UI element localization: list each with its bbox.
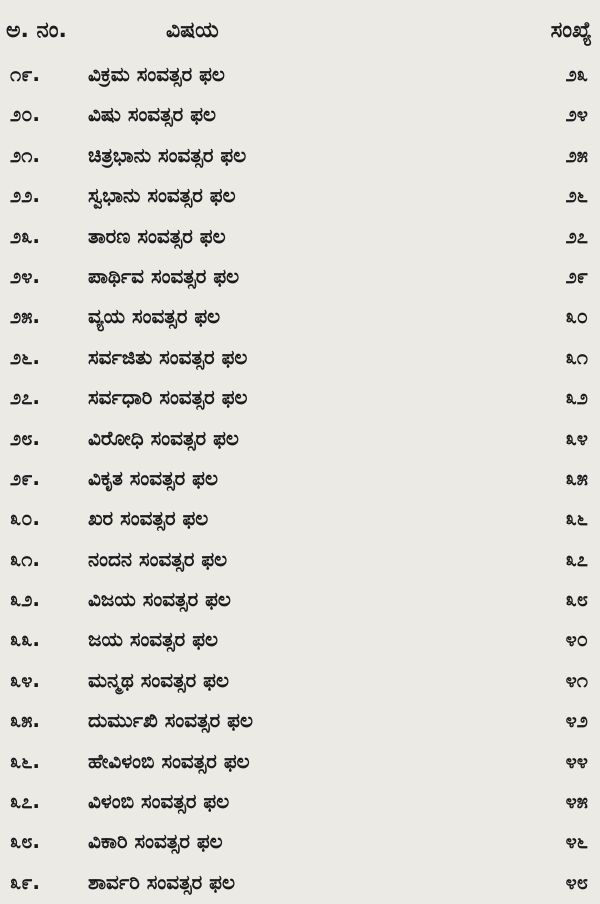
table-row <box>0 541 600 581</box>
table-row <box>0 218 600 258</box>
row-page-number: ೪೧ <box>565 667 588 692</box>
row-page-number: ೪೮ <box>565 869 588 894</box>
row-subject: ಹೇವಿಳಂಬಿ ಸಂವತ್ಸರ ಫಲ <box>88 748 250 773</box>
row-serial-number: ೩೩. <box>10 627 40 652</box>
row-serial-number: ೩೬. <box>10 748 40 773</box>
table-row <box>0 137 600 177</box>
row-page-number: ೩೭ <box>565 546 588 571</box>
row-page-number: ೩೬ <box>565 506 588 531</box>
table-row <box>0 702 600 742</box>
row-serial-number: ೨೫. <box>10 304 40 329</box>
row-subject: ಸರ್ವಧಾರಿ ಸಂವತ್ಸರ ಫಲ <box>88 385 248 410</box>
row-serial-number: ೨೩. <box>10 223 40 248</box>
row-page-number: ೩೮ <box>565 587 588 612</box>
row-page-number: ೪೫ <box>565 789 588 814</box>
table-row <box>0 500 600 540</box>
row-subject: ಚಿತ್ರಭಾನು ಸಂವತ್ಸರ ಫಲ <box>88 142 247 167</box>
row-serial-number: ೩೯. <box>10 869 40 894</box>
row-page-number: ೪೨ <box>565 708 588 733</box>
row-page-number: ೨೩ <box>565 62 588 86</box>
row-serial-number: ೨೦. <box>10 102 40 127</box>
row-page-number: ೨೭ <box>565 223 588 248</box>
row-page-number: ೪೦ <box>565 627 588 652</box>
table-row <box>0 743 600 783</box>
table-row <box>0 581 600 621</box>
row-serial-number: ೩೫. <box>10 708 40 733</box>
row-subject: ದುರ್ಮುಖಿ ಸಂವತ್ಸರ ಫಲ <box>88 708 253 733</box>
row-subject: ತಾರಣ ಸಂವತ್ಸರ ಫಲ <box>88 223 226 248</box>
table-row <box>0 823 600 863</box>
row-subject: ವಿಕಾರಿ ಸಂವತ್ಸರ ಫಲ <box>88 829 223 854</box>
row-serial-number: ೩೪. <box>10 667 40 692</box>
row-serial-number: ೨೭. <box>10 385 40 410</box>
row-subject: ಪಾರ್ಥಿವ ಸಂವತ್ಸರ ಫಲ <box>88 263 240 288</box>
row-serial-number: ೩೧. <box>10 546 40 571</box>
row-subject: ಶಾರ್ವರಿ ಸಂವತ್ಸರ ಫಲ <box>88 869 235 894</box>
row-subject: ಖರ ಸಂವತ್ಸರ ಫಲ <box>88 506 209 531</box>
row-page-number: ೩೪ <box>565 425 588 450</box>
row-subject: ವಿರೋಧಿ ಸಂವತ್ಸರ ಫಲ <box>88 425 239 450</box>
table-row <box>0 662 600 702</box>
row-page-number: ೨೫ <box>565 142 588 167</box>
table-row <box>0 783 600 823</box>
table-row <box>0 379 600 419</box>
row-serial-number: ೨೮. <box>10 425 40 450</box>
header-page-number: ಸಂಖ್ಯೆ <box>550 18 592 43</box>
row-page-number: ೨೪ <box>565 102 588 127</box>
header-subject: ವಿಷಯ <box>166 18 219 43</box>
header-serial-number: ಅ. ನಂ. <box>6 18 67 43</box>
row-page-number: ೩೨ <box>565 385 588 410</box>
row-subject: ವ್ಯಯ ಸಂವತ್ಸರ ಫಲ <box>88 304 221 329</box>
row-serial-number: ೨೯. <box>10 465 40 490</box>
row-subject: ಜಯ ಸಂವತ್ಸರ ಫಲ <box>88 627 218 652</box>
table-row <box>0 339 600 379</box>
row-page-number: ೩೫ <box>565 465 588 490</box>
row-page-number: ೨೬ <box>565 183 588 208</box>
table-row <box>0 258 600 298</box>
row-page-number: ೩೧ <box>565 344 588 369</box>
table-row <box>0 298 600 338</box>
table-row <box>0 56 600 96</box>
row-serial-number: ೩೮. <box>10 829 40 854</box>
row-serial-number: ೩೨. <box>10 587 40 612</box>
row-subject: ಮನ್ಮಥ ಸಂವತ್ಸರ ಫಲ <box>88 667 229 692</box>
row-serial-number: ೨೪. <box>10 263 40 288</box>
row-subject: ನಂದನ ಸಂವತ್ಸರ ಫಲ <box>88 546 228 571</box>
row-serial-number: ೨೬. <box>10 344 40 369</box>
table-row <box>0 460 600 500</box>
table-header <box>0 14 600 50</box>
row-subject: ವಿಷು ಸಂವತ್ಸರ ಫಲ <box>88 102 216 127</box>
table-row <box>0 621 600 661</box>
row-subject: ವಿಳಂಬಿ ಸಂವತ್ಸರ ಫಲ <box>88 789 230 814</box>
table-row <box>0 420 600 460</box>
row-page-number: ೪೬ <box>565 829 588 854</box>
row-subject: ಸ್ವಭಾನು ಸಂವತ್ಸರ ಫಲ <box>88 183 236 208</box>
row-subject: ವಿಜಯ ಸಂವತ್ಸರ ಫಲ <box>88 587 231 612</box>
row-serial-number: ೨೧. <box>10 142 40 167</box>
row-page-number: ೪೪ <box>565 748 588 773</box>
row-subject: ಸರ್ವಜಿತು ಸಂವತ್ಸರ ಫಲ <box>88 344 248 369</box>
row-subject: ವಿಕೃತ ಸಂವತ್ಸರ ಫಲ <box>88 465 218 490</box>
row-subject: ವಿಕ್ರಮ ಸಂವತ್ಸರ ಫಲ <box>88 62 225 86</box>
row-serial-number: ೩೭. <box>10 789 40 814</box>
table-row <box>0 96 600 136</box>
contents-list <box>0 56 600 904</box>
row-serial-number: ೨೨. <box>10 183 40 208</box>
row-page-number: ೩೦ <box>565 304 588 329</box>
row-page-number: ೨೯ <box>565 263 588 288</box>
row-serial-number: ೩೦. <box>10 506 40 531</box>
table-row <box>0 177 600 217</box>
row-serial-number: ೧೯. <box>10 62 40 86</box>
